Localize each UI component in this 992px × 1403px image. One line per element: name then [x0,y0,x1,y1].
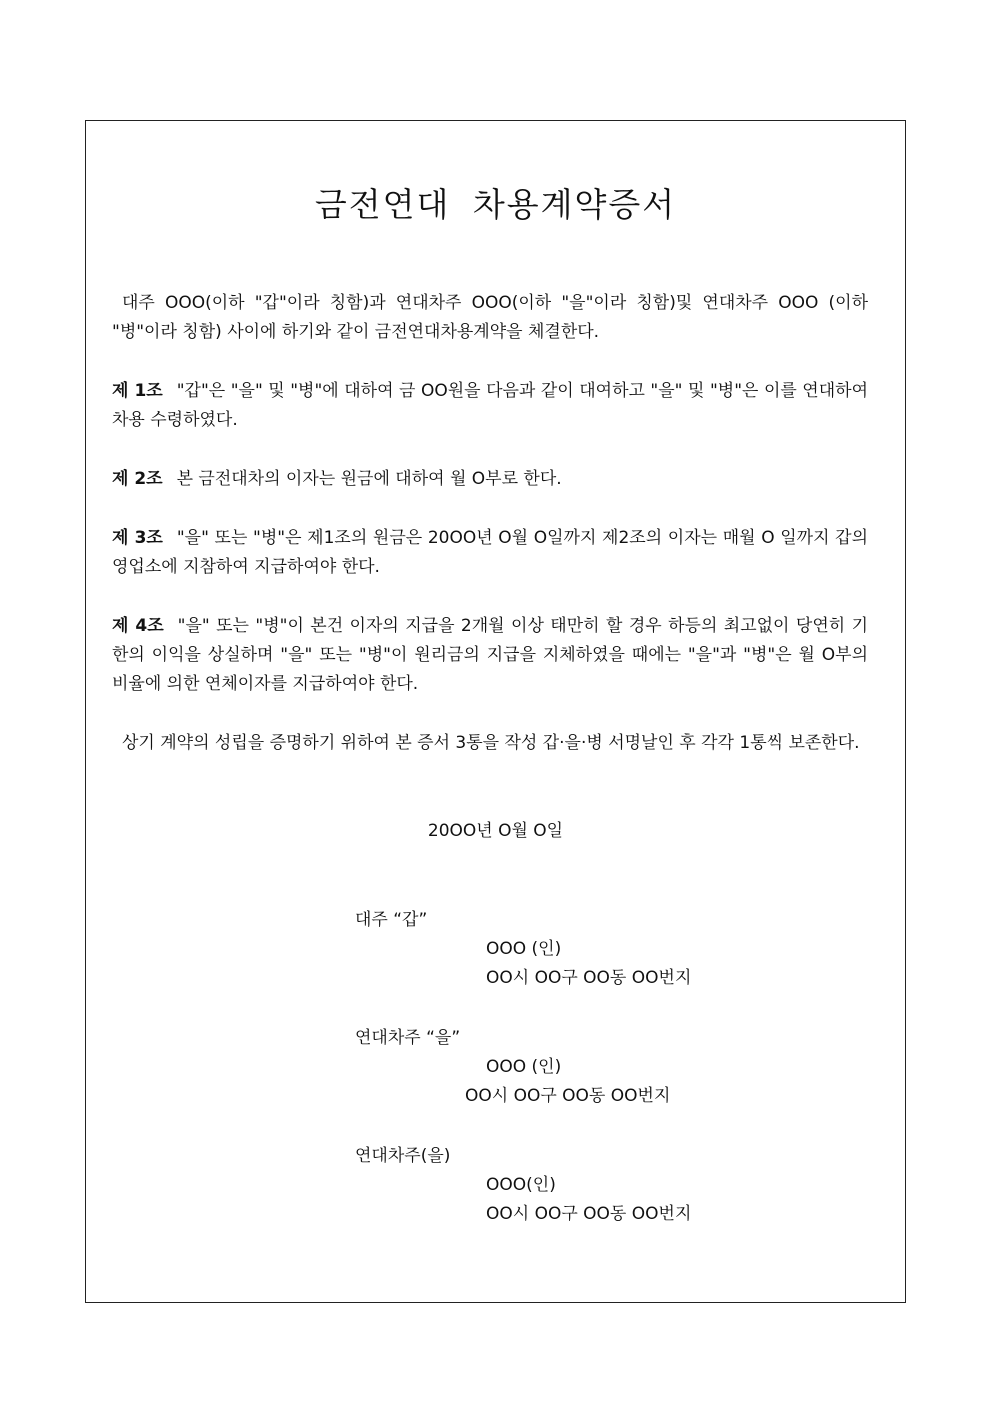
article-3-label: 제 3조 [112,528,163,548]
signatory-2-address: OO시 OO구 OO동 OO번지 [465,1086,671,1106]
article-2-label: 제 2조 [112,469,163,489]
signatory-1-address: OO시 OO구 OO동 OO번지 [486,968,692,988]
intro-paragraph: 대주 OOO(이하 "갑"이라 칭함)과 연대차주 OOO(이하 "을"이라 칭함)및 연대차주 OOO (이하 "병"이라 칭함) 사이에 하기와 같이 금전연대차용계약을 체결한다. [112,293,868,342]
article-1-text: "갑"은 "을" 및 "병"에 대하여 금 OO원을 다음과 같이 대여하고 "을" 및 "병"은 이를 연대하여 차용 수령하였다. [112,381,868,430]
article-4 [112,612,868,699]
article-1-label: 제 1조 [112,381,163,401]
signatory-1-name: OOO (인) [486,939,562,959]
signatory-2-role: 연대차주 “을” [355,1028,461,1048]
signatory-3-address: OO시 OO구 OO동 OO번지 [486,1204,692,1224]
signatory-3-role: 연대차주(을) [355,1146,451,1166]
article-4-text: "을" 또는 "병"이 본건 이자의 지급을 2개월 이상 태만히 할 경우 하등의 최고없이 당연히 기한의 이익을 상실하며 "을" 또는 "병"이 원리금의 지급을 지체하였을 때에는 "을"과 "병"은 월 O부의 비율에 의한 연체이자를 지급하여야 한다. [112,616,869,694]
article-3 [112,524,868,582]
closing-paragraph: 상기 계약의 성립을 증명하기 위하여 본 증서 3통을 작성 갑·을·병 서명날인 후 각각 1통씩 보존한다. [122,733,860,753]
article-3-text: "을" 또는 "병"은 제1조의 원금은 20OO년 O월 O일까지 제2조의 이자는 매월 O 일까지 갑의 영업소에 지참하여 지급하여야 한다. [112,528,868,577]
signatory-3-name: OOO(인) [486,1175,556,1195]
article-4-label: 제 4조 [112,616,164,636]
signatory-1-role: 대주 “갑” [355,910,428,930]
article-2 [112,465,868,494]
article-1 [112,377,868,435]
document-title: 금전연대 차용계약증서 [314,185,677,224]
signatory-2-name: OOO (인) [486,1057,562,1077]
document-frame [85,120,906,1303]
article-2-text: 본 금전대차의 이자는 원금에 대하여 월 O부로 한다. [176,469,562,489]
contract-date: 20OO년 O월 O일 [427,821,564,841]
